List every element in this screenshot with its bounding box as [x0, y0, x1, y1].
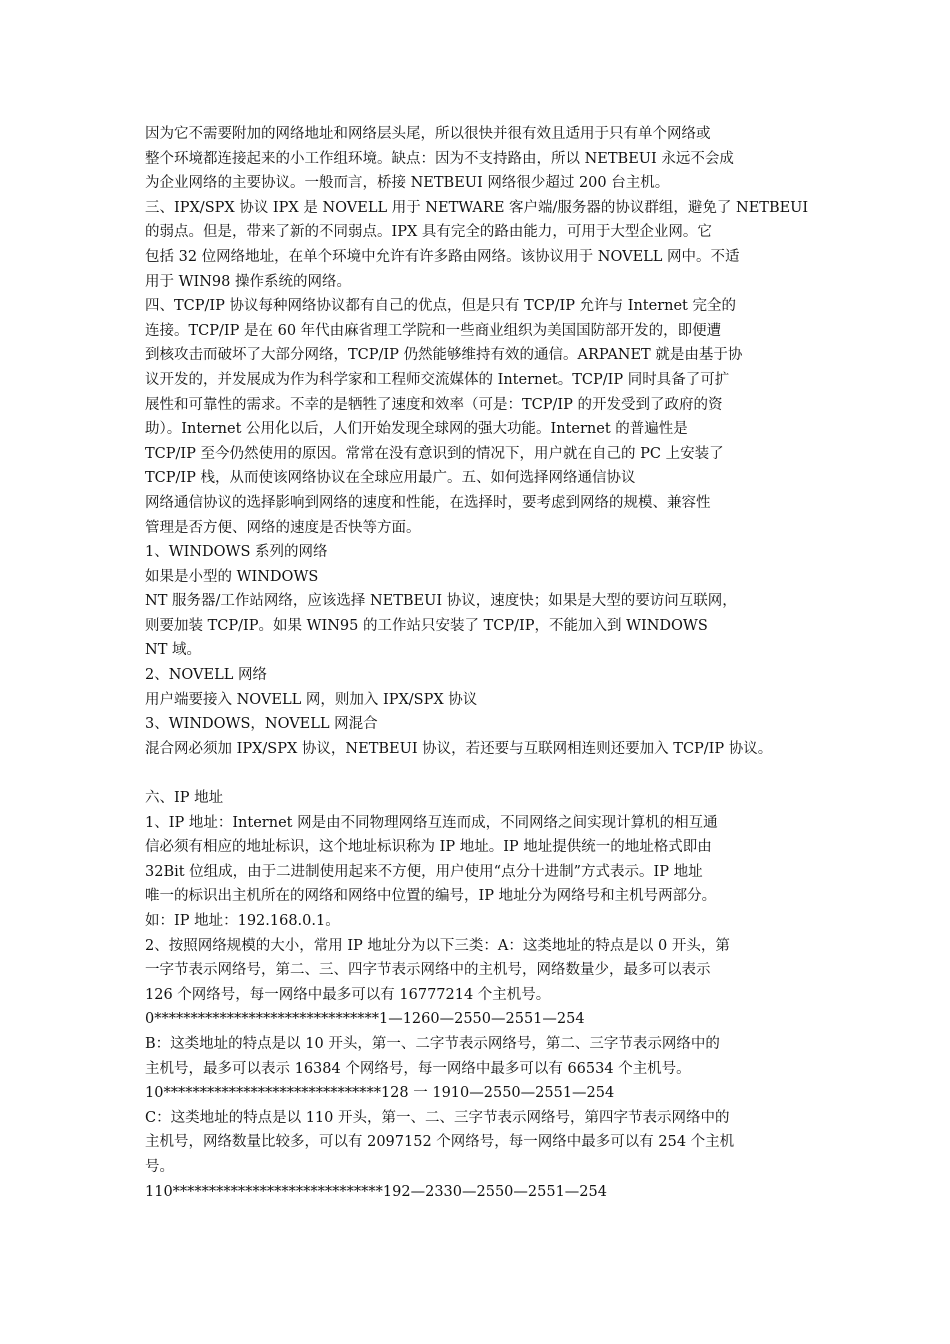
subheading-mixed: 3、WINDOWS，NOVELL 网混合	[145, 716, 378, 733]
text-line: 主机号，网络数量比较多，可以有 2097152 个网络号，每一网络中最多可以有 254 个主机	[145, 1134, 735, 1151]
subheading-novell: 2、NOVELL 网络	[145, 667, 267, 684]
text-line: 的弱点。但是，带来了新的不同弱点。IPX 具有完全的路由能力，可用于大型企业网。它	[145, 224, 712, 241]
text-line: 信必须有相应的地址标识，这个地址标识称为 IP 地址。IP 地址提供统一的地址格式即由	[145, 839, 712, 856]
text-line: 议开发的，并发展成为作为科学家和工程师交流媒体的 Internet。TCP/IP 同时具备了可扩	[145, 371, 730, 388]
text-line: 唯一的标识出主机所在的网络和网络中位置的编号，IP 地址分为网络号和主机号两部分。	[145, 888, 717, 905]
text-line: TCP/IP 栈，从而使该网络协议在全球应用最广。五、如何选择网络通信协议	[145, 470, 636, 487]
class-a-range: 0*******************************1—1260—2550—2551—254	[145, 1011, 585, 1028]
subheading-windows: 1、WINDOWS 系列的网络	[145, 544, 328, 561]
text-line: 连接。TCP/IP 是在 60 年代由麻省理工学院和一些商业组织为美国国防部开发的，即便遭	[145, 322, 722, 339]
text-line: NT 域。	[145, 642, 201, 659]
class-b-range: 10******************************128 一 1910—2550—2551—254	[145, 1085, 615, 1102]
text-line: TCP/IP 至今仍然使用的原因。常常在没有意识到的情况下，用户就在自己的 PC 上安装了	[145, 445, 724, 462]
text-line: 如果是小型的 WINDOWS	[145, 568, 319, 585]
text-line: 混合网必须加 IPX/SPX 协议，NETBEUI 协议，若还要与互联网相连则还要加入 TCP/IP 协议。	[145, 740, 773, 757]
class-c-range: 110*****************************192—2330—2550—2551—254	[145, 1183, 607, 1200]
text-line: C：这类地址的特点是以 110 开头，第一、二、三字节表示网络号，第四字节表示网络中的	[145, 1109, 730, 1126]
text-line: 助）。Internet 公用化以后，人们开始发现全球网的强大功能。Internet 的普遍性是	[145, 421, 688, 438]
section-heading-ip-address: 六、IP 地址	[145, 790, 224, 807]
text-line: 126 个网络号，每一网络中最多可以有 16777214 个主机号。	[145, 986, 551, 1003]
text-line: 如：IP 地址：192.168.0.1。	[145, 913, 340, 929]
text-line: 号。	[145, 1158, 174, 1175]
text-line: NT 服务器/工作站网络，应该选择 NETBEUI 协议，速度快；如果是大型的要访问互联网，	[145, 593, 737, 610]
text-line: 为企业网络的主要协议。一般而言，桥接 NETBEUI 网络很少超过 200 台主机。	[145, 175, 670, 192]
text-line: 到核攻击而破坏了大部分网络，TCP/IP 仍然能够维持有效的通信。ARPANET 就是由基于协	[145, 347, 743, 364]
text-line: 用于 WIN98 操作系统的网络。	[145, 273, 351, 290]
document-page	[145, 122, 835, 1204]
text-line: 则要加装 TCP/IP。如果 WIN95 的工作站只安装了 TCP/IP，不能加入到 WINDOWS	[145, 617, 708, 634]
text-line: 网络通信协议的选择影响到网络的速度和性能，在选择时，要考虑到网络的规模、兼容性	[145, 494, 711, 511]
text-line: 1、IP 地址：Internet 网是由不同物理网络互连而成，不同网络之间实现计算机的相互通	[145, 814, 718, 831]
text-line: 32Bit 位组成，由于二进制使用起来不方便，用户使用“点分十进制”方式表示。IP 地址	[145, 863, 703, 880]
text-line: 管理是否方便、网络的速度是否快等方面。	[145, 519, 421, 536]
text-line: 用户端要接入 NOVELL 网，则加入 IPX/SPX 协议	[145, 691, 478, 708]
text-line: 主机号，最多可以表示 16384 个网络号，每一网络中最多可以有 66534 个主机号。	[145, 1060, 691, 1077]
blank-line	[145, 761, 835, 786]
text-line: 展性和可靠性的需求。不幸的是牺牲了速度和效率（可是：TCP/IP 的开发受到了政府的资	[145, 396, 723, 413]
text-line: B：这类地址的特点是以 10 开头，第一、二字节表示网络号，第二、三字节表示网络中的	[145, 1035, 720, 1052]
section-heading-tcp-ip: 四、TCP/IP 协议每种网络协议都有自己的优点，但是只有 TCP/IP 允许与 Internet 完全的	[145, 298, 736, 315]
text-line: 因为它不需要附加的网络地址和网络层头尾，所以很快并很有效且适用于只有单个网络或	[145, 126, 711, 142]
text-line: 一字节表示网络号，第二、三、四字节表示网络中的主机号，网络数量少，最多可以表示	[145, 962, 711, 979]
text-line: 整个环境都连接起来的小工作组环境。缺点：因为不支持路由，所以 NETBEUI 永远不会成	[145, 150, 734, 167]
text-line: 包括 32 位网络地址，在单个环境中允许有许多路由网络。该协议用于 NOVELL 网中。不适	[145, 248, 740, 265]
text-line: 2、按照网络规模的大小，常用 IP 地址分为以下三类：A：这类地址的特点是以 0 开头，第	[145, 937, 730, 954]
section-heading-ipx-spx: 三、IPX/SPX 协议 IPX 是 NOVELL 用于 NETWARE 客户端/服务器的协议群组，避免了 NETBEUI	[145, 199, 809, 216]
